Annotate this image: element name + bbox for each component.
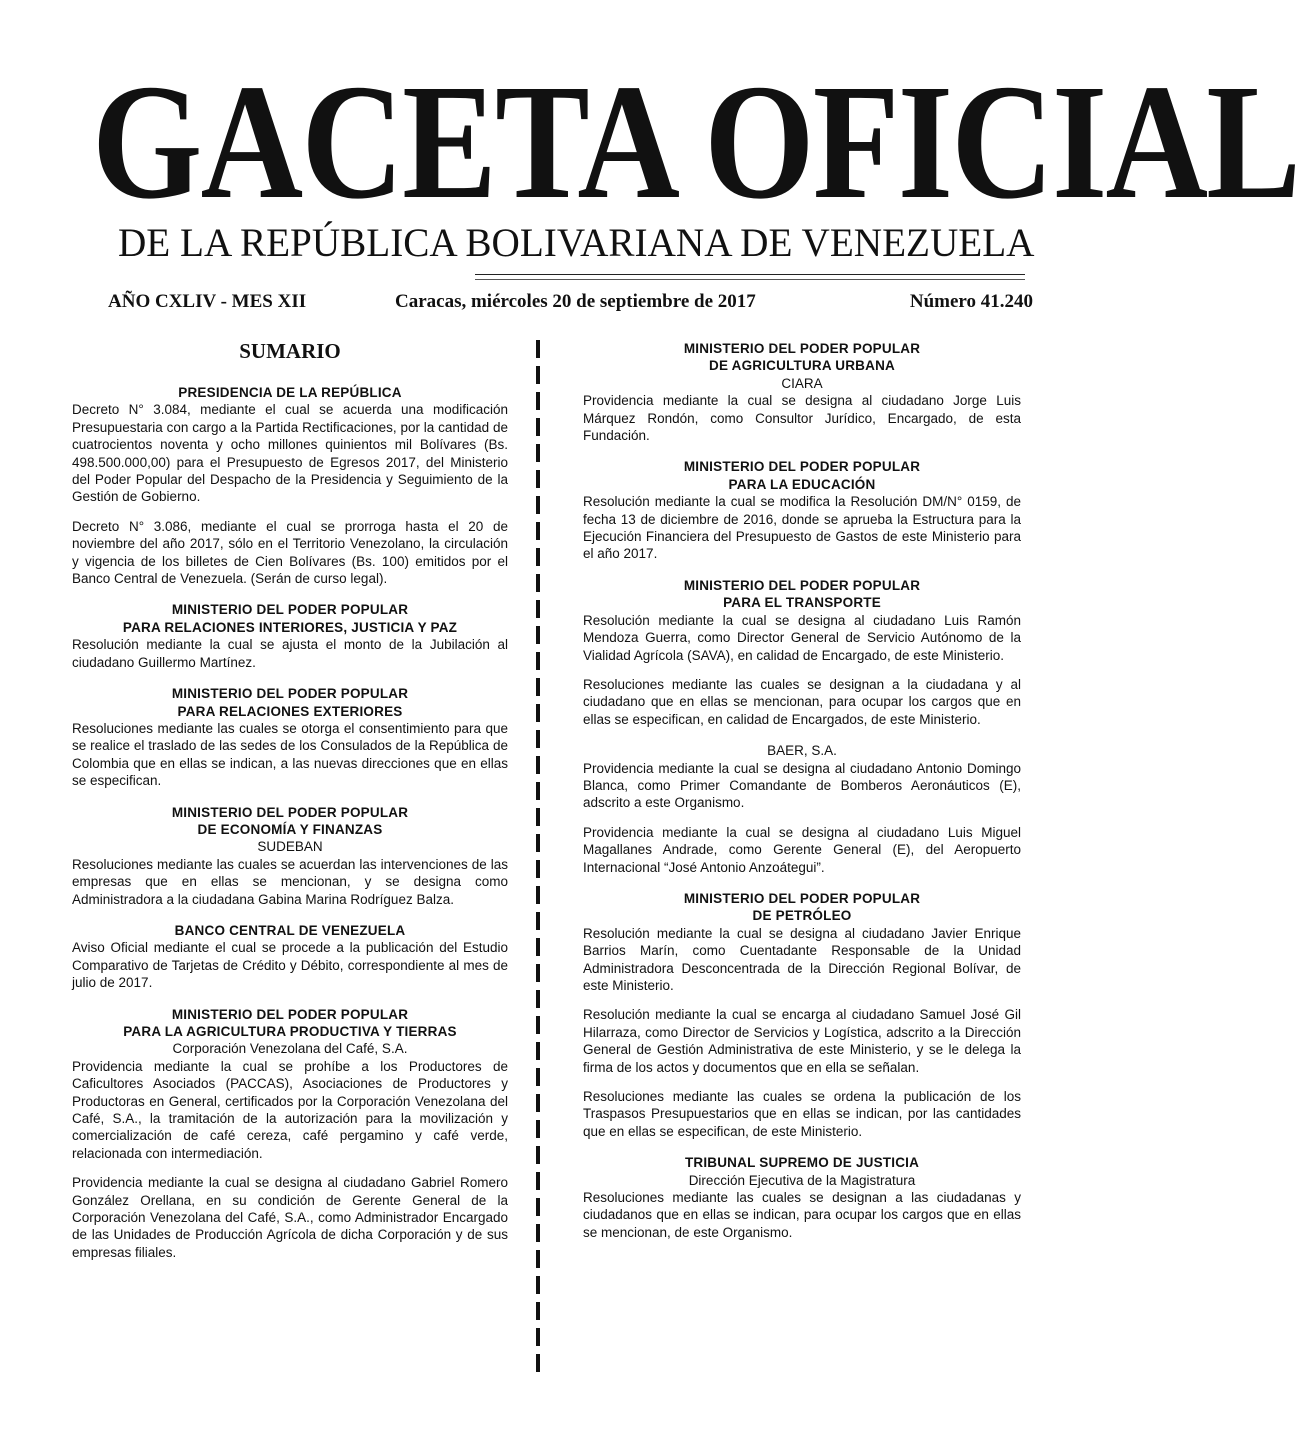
- sumario-section: [72, 601, 508, 671]
- sumario-section: [583, 577, 1021, 728]
- sumario-section: [583, 458, 1021, 562]
- section-subheading: SUDEBAN: [257, 839, 323, 855]
- sumario-entry: Providencia mediante la cual se prohíbe a los Productores de Caficultores Asociados (PACCAS), Asociaciones de Productores y Productoras en General, certificados por la Corporación Venezolana del Café, S.A., la tramitación de la autorización para la movilización y comercialización de café cereza, café pergamino y café verde, relacionada con intermediación.: [72, 1058, 508, 1161]
- section-heading: MINISTERIO DEL PODER POPULAR: [171, 1006, 409, 1022]
- sumario-right-column: [583, 340, 1021, 1255]
- sumario-entry: Providencia mediante la cual se designa al ciudadano Jorge Luis Márquez Rondón, como Consultor Jurídico, Encargado, de esta Fundación.: [583, 393, 1021, 444]
- masthead-subtitle: DE LA REPÚBLICA BOLIVARIANA DE VENEZUELA: [118, 220, 1035, 265]
- sumario-entry: Resoluciones mediante las cuales se designan a las ciudadanas y ciudadanos que en ellas se indican, para ocupar los cargos que en ellas se mencionan, de este Organismo.: [583, 1190, 1021, 1240]
- section-heading: MINISTERIO DEL PODER POPULAR: [171, 804, 409, 820]
- sumario-entry: Resolución mediante la cual se designa al ciudadano Javier Enrique Barrios Marín, como Cuentadante Responsable de la Unidad Administradora Desconcentrada de la Dirección Regional Bolívar, de este Ministerio.: [583, 925, 1021, 993]
- section-heading: MINISTERIO DEL PODER POPULAR: [171, 602, 409, 618]
- sumario-section: [72, 922, 508, 992]
- header-rule: [475, 274, 1025, 275]
- section-heading: PARA EL TRANSPORTE: [723, 595, 881, 611]
- section-subheading: BAER, S.A.: [767, 743, 837, 759]
- masthead-title: GACETA OFICIAL: [92, 50, 1299, 233]
- sumario-left-column: [72, 340, 508, 1275]
- sumario-section: [583, 742, 1021, 876]
- sumario-entry: Resolución mediante la cual se modifica la Resolución DM/N° 0159, de fecha 13 de diciembre de 2016, donde se aprueba la Estructura para la Ejecución Financiera del Presupuesto de Gastos de este Ministerio para el año 2017.: [583, 494, 1021, 562]
- section-heading: PRESIDENCIA DE LA REPÚBLICA: [178, 385, 402, 400]
- sumario-title: SUMARIO: [239, 339, 341, 363]
- section-heading: MINISTERIO DEL PODER POPULAR: [683, 341, 921, 356]
- section-heading: DE PETRÓLEO: [752, 908, 852, 924]
- section-heading: PARA RELACIONES INTERIORES, JUSTICIA Y PAZ: [122, 619, 458, 635]
- sumario-section: [583, 340, 1021, 444]
- masthead: [0, 50, 1299, 233]
- sumario-entry: Resoluciones mediante las cuales se acuerdan las intervenciones de las empresas que en ellas se mencionan, y se designa como Administradora a la ciudadana Gabina Marina Rodríguez Balza.: [72, 856, 508, 907]
- section-heading: TRIBUNAL SUPREMO DE JUSTICIA: [684, 1155, 920, 1171]
- section-subheading: Dirección Ejecutiva de la Magistratura: [688, 1172, 916, 1188]
- section-heading: MINISTERIO DEL PODER POPULAR: [683, 577, 921, 593]
- sumario-entry: Resolución mediante la cual se ajusta el monto de la Jubilación al ciudadano Guillermo Martínez.: [72, 637, 508, 670]
- sumario-entry: Resoluciones mediante las cuales se otorga el consentimiento para que se realice el traslado de las sedes de los Consulados de la República de Colombia que en ellas se indican, a las nuevas direcciones que en ellas se especifican.: [72, 720, 508, 789]
- section-subheading: Corporación Venezolana del Café, S.A.: [172, 1041, 408, 1057]
- issue-number: Número 41.240: [909, 291, 1033, 312]
- sumario-section: [583, 1154, 1021, 1241]
- sumario-section: [583, 890, 1021, 1140]
- section-heading: MINISTERIO DEL PODER POPULAR: [683, 459, 921, 475]
- column-divider: [536, 340, 540, 1380]
- section-heading: BANCO CENTRAL DE VENEZUELA: [174, 922, 406, 938]
- section-heading: PARA RELACIONES EXTERIORES: [177, 703, 403, 719]
- sumario-entry: Decreto N° 3.084, mediante el cual se acuerda una modificación Presupuestaria con cargo a la Partida Rectificaciones, por la cantidad de cuatrocientos noventa y ocho millones quinientos mil Bolívares (Bs. 498.500.000,00) para el Presupuesto de Egresos 2017, del Ministerio del Poder Popular del Despacho de la Presidencia y Seguimiento de la Gestión de Gobierno.: [72, 402, 508, 505]
- section-heading: PARA LA AGRICULTURA PRODUCTIVA Y TIERRAS: [123, 1024, 457, 1039]
- section-heading: MINISTERIO DEL PODER POPULAR: [171, 686, 409, 702]
- section-subheading: CIARA: [781, 375, 823, 391]
- sumario-section: [72, 685, 508, 789]
- sumario-section: [72, 804, 508, 908]
- section-heading: PARA LA EDUCACIÓN: [728, 476, 876, 492]
- sumario-entry: Resoluciones mediante las cuales se ordena la publicación de los Traspasos Presupuestarios que en ellas se indican, por las cantidades que en ellas se especifican, de este Ministerio.: [583, 1089, 1021, 1139]
- sumario-entry: Decreto N° 3.086, mediante el cual se prorroga hasta el 20 de noviembre del año 2017, sólo en el Territorio Venezolano, la circulación y vigencia de los billetes de Cien Bolívares (Bs. 100) emitidos por el Banco Central de Venezuela. (Serán de curso legal).: [72, 518, 508, 587]
- section-heading: DE AGRICULTURA URBANA: [709, 358, 895, 374]
- sumario-entry: Aviso Oficial mediante el cual se procede a la publicación del Estudio Comparativo de Tarjetas de Crédito y Débito, correspondiente al mes de julio de 2017.: [72, 940, 508, 991]
- sumario-section: [72, 1006, 508, 1262]
- sumario-section: [72, 384, 508, 587]
- sumario-entry: Resolución mediante la cual se encarga al ciudadano Samuel José Gil Hilarraza, como Director de Servicios y Logística, adscrito a la Dirección General de Gestión Administrativa de este Ministerio, y se le delega la firma de los actos y documentos que en ella se señalan.: [583, 1007, 1021, 1075]
- sumario-entry: Resolución mediante la cual se designa al ciudadano Luis Ramón Mendoza Guerra, como Director General de Servicio Autónomo de la Vialidad Agrícola (SAVA), en calidad de Encargado, de este Ministerio.: [583, 612, 1021, 663]
- sumario-entry: Providencia mediante la cual se designa al ciudadano Antonio Domingo Blanca, como Primer Comandante de Bomberos Aeronáuticos (E), adscrito a este Organismo.: [583, 760, 1021, 811]
- sumario-entry: Resoluciones mediante las cuales se designan a la ciudadana y al ciudadano que en ellas se mencionan, para ocupar los cargos que en ellas se especifican, en calidad de Encargados, de este Ministerio.: [583, 676, 1021, 727]
- sumario-entry: Providencia mediante la cual se designa al ciudadano Luis Miguel Magallanes Andrade, como Gerente General (E), del Aeropuerto Internacional “José Antonio Anzoátegui”.: [583, 824, 1021, 875]
- header-rule-thin: [475, 279, 1025, 280]
- section-heading: MINISTERIO DEL PODER POPULAR: [683, 890, 921, 906]
- issue-year-month: AÑO CXLIV - MES XII: [108, 291, 307, 312]
- sumario-entry: Providencia mediante la cual se designa al ciudadano Gabriel Romero González Orellana, en su condición de Gerente General de la Corporación Venezolana del Café, S.A., como Administrador Encargado de las Unidades de Producción Agrícola de dicha Corporación y de sus empresas filiales.: [72, 1175, 508, 1260]
- section-heading: DE ECONOMÍA Y FINANZAS: [197, 821, 383, 837]
- issue-place-date: Caracas, miércoles 20 de septiembre de 2017: [395, 291, 756, 312]
